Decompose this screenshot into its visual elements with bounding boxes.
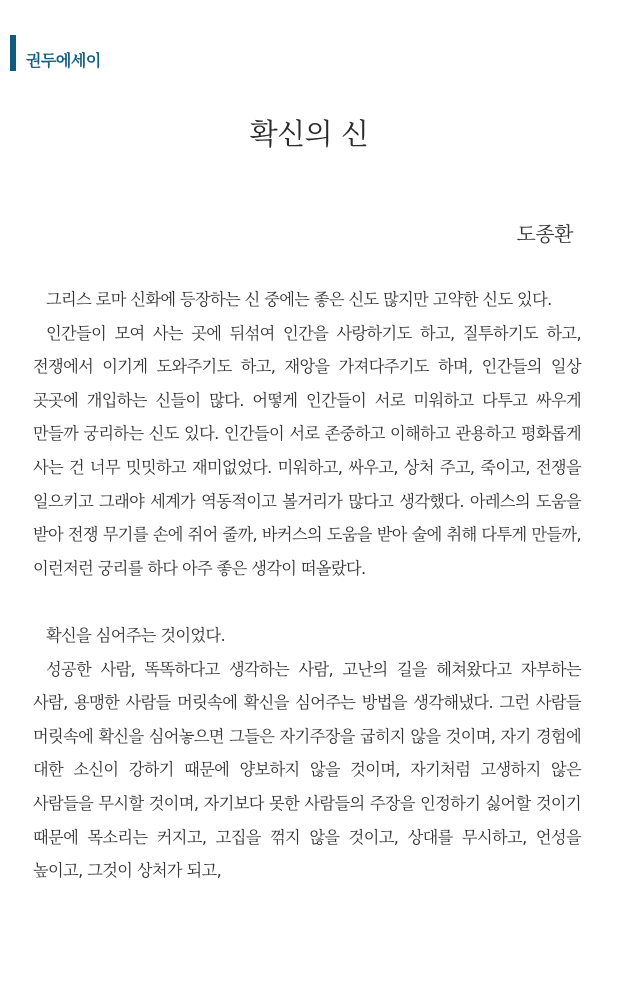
article-body (33, 283, 581, 888)
section-header (10, 35, 101, 71)
section-accent-bar (10, 35, 16, 71)
paragraph-spacer (33, 585, 581, 619)
paragraph: 그리스 로마 신화에 등장하는 신 중에는 좋은 신도 많지만 고약한 신도 있다. (46, 290, 552, 309)
paragraph: 인간들이 모여 사는 곳에 뒤섞여 인간을 사랑하기도 하고, 질투하기도 하고, 전쟁에서 이기게 도와주기도 하고, 재앙을 가져다주기도 하며, 인간들의 일상 곳곳에 개입하는 신들이 많다. 어떻게 인간들이 서로 미워하고 다투고 싸우게 만들까 궁리하는 신도 있다. 인간들이 서로 존중하고 이해하고 관용하고 평화롭게 사는 건 너무 밋밋하고 재미없었다. 미워하고, 싸우고, 상처 주고, 죽이고, 전쟁을 일으키고 그래야 세계가 역동적이고 볼거리가 많다고 생각했다. 아레스의 도움을 받아 전쟁 무기를 손에 쥐어 줄까, 바커스의 도움을 받아 술에 취해 다투게 만들까, 이런저런 궁리를 하다 아주 좋은 생각이 떠올랐다. (33, 323, 581, 578)
article-author: 도종환 (516, 222, 573, 246)
section-label: 권두에세이 (26, 51, 101, 70)
paragraph: 확신을 심어주는 것이었다. (46, 625, 226, 645)
article-title: 확신의 신 (249, 117, 369, 151)
paragraph: 성공한 사람, 똑똑하다고 생각하는 사람, 고난의 길을 헤쳐왔다고 자부하는 사람, 용맹한 사람들 머릿속에 확신을 심어주는 방법을 생각해냈다. 그런 사람들 머릿속에 확신을 심어놓으면 그들은 자기주장을 굽히지 않을 것이며, 자기 경험에 대한 소신이 강하기 때문에 양보하지 않을 것이며, 자기처럼 고생하지 않은 사람들을 무시할 것이며, 자기보다 못한 사람들의 주장을 인정하기 싫어할 것이기 때문에 목소리는 커지고, 고집을 꺾지 않을 것이고, 상대를 무시하고, 언성을 높이고, 그것이 상처가 되고, (33, 659, 581, 881)
